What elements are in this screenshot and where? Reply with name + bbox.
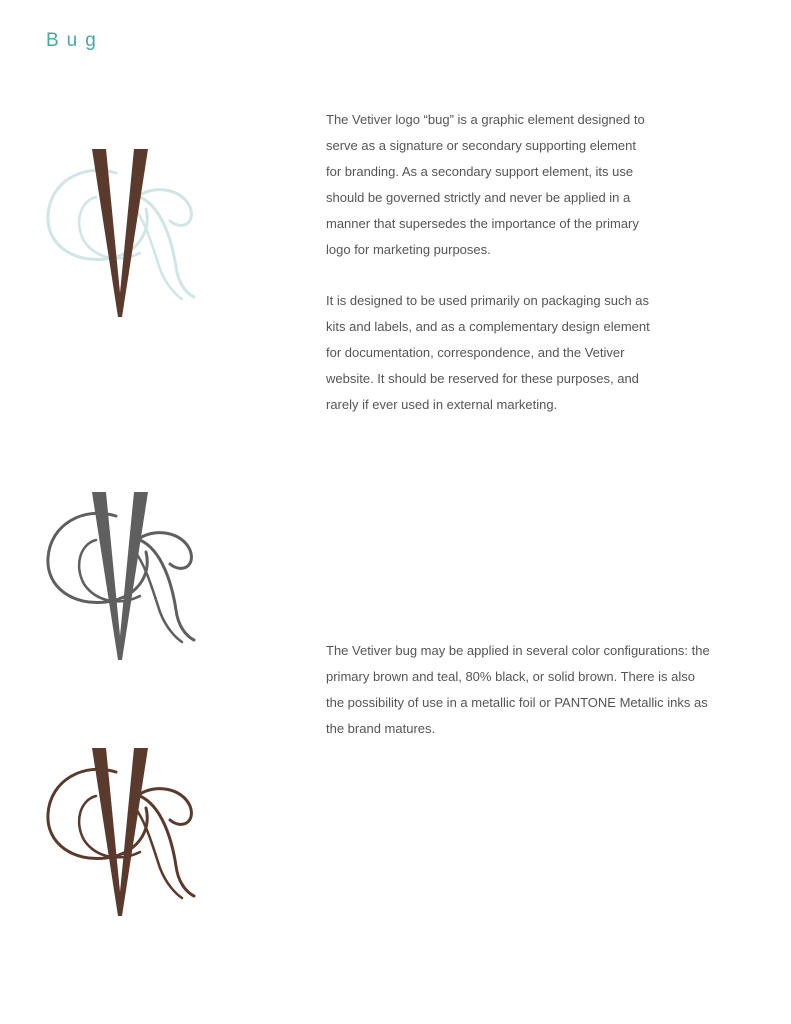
vetiver-bug-icon: [44, 488, 196, 663]
text-line: logo for marketing purposes.: [326, 242, 491, 257]
page-title: Bug: [46, 30, 104, 51]
bug-description-paragraph: [326, 107, 666, 263]
bug-color-configurations-paragraph: [326, 638, 731, 742]
text-line: kits and labels, and as a complementary design element: [326, 319, 650, 334]
vetiver-bug-logo-brown: [44, 744, 196, 919]
text-line: manner that supersedes the importance of the primary: [326, 216, 639, 231]
text-line: primary brown and teal, 80% black, or solid brown. There is also: [326, 669, 695, 684]
text-line: the possibility of use in a metallic foil or PANTONE Metallic inks as: [326, 695, 708, 710]
text-line: for branding. As a secondary support element, its use: [326, 164, 634, 179]
vetiver-bug-icon: [44, 744, 196, 919]
text-line: for documentation, correspondence, and the Vetiver: [326, 345, 625, 360]
text-line: rarely if ever used in external marketing.: [326, 397, 558, 412]
text-line: It is designed to be used primarily on packaging such as: [326, 293, 650, 308]
bug-usage-paragraph: [326, 288, 671, 418]
vetiver-bug-logo-gray: [44, 488, 196, 663]
text-line: The Vetiver bug may be applied in several color configurations: the: [326, 643, 710, 658]
text-line: The Vetiver logo “bug” is a graphic element designed to: [326, 112, 645, 127]
vetiver-bug-logo-brown-teal: [44, 145, 196, 320]
vetiver-bug-icon: [44, 145, 196, 320]
text-line: should be governed strictly and never be applied in a: [326, 190, 631, 205]
text-line: website. It should be reserved for these purposes, and: [326, 371, 639, 386]
text-line: serve as a signature or secondary supporting element: [326, 138, 637, 153]
text-line: the brand matures.: [326, 721, 436, 736]
